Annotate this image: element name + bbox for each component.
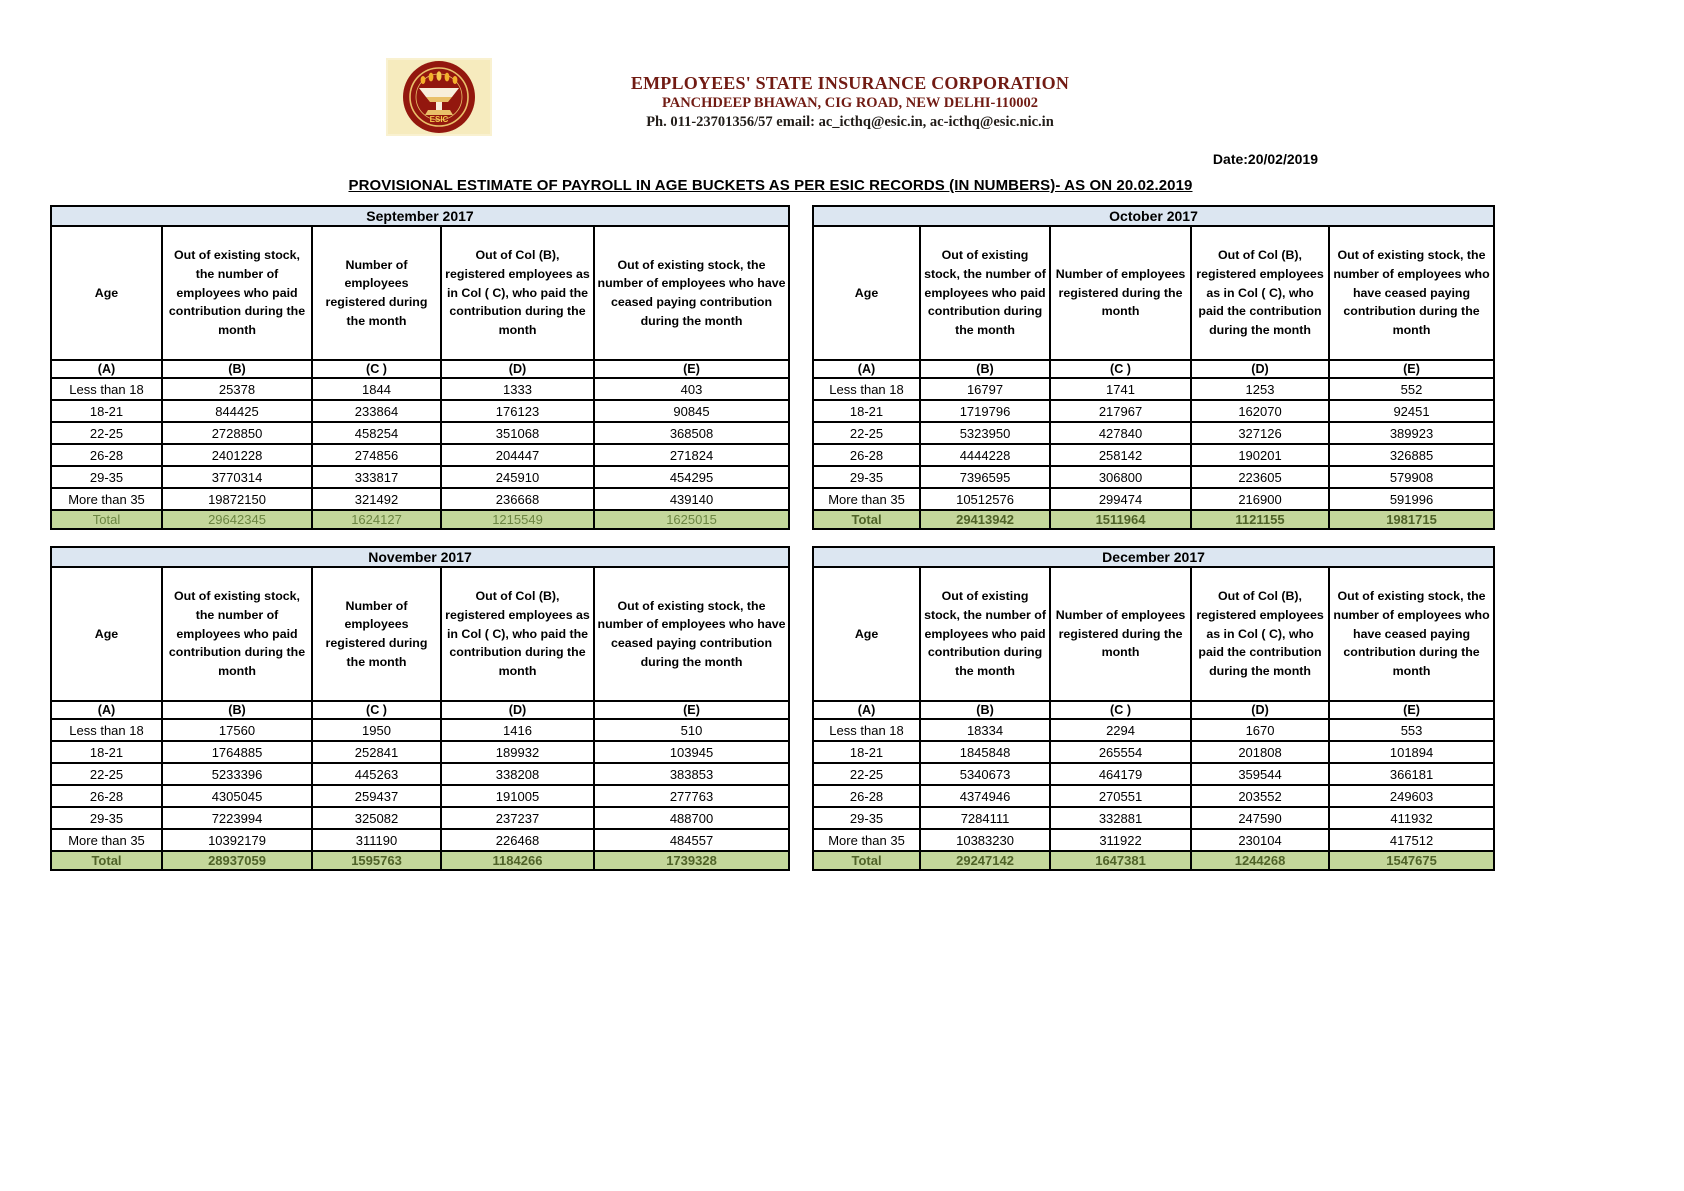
- age-cell: More than 35: [51, 829, 162, 851]
- value-cell: 217967: [1050, 400, 1191, 422]
- header-row: [813, 226, 1494, 360]
- table-row: [51, 466, 789, 488]
- table-row: [813, 829, 1494, 851]
- tables-row-bottom: [50, 546, 1495, 871]
- value-cell: 2401228: [162, 444, 312, 466]
- value-cell: 7284111: [920, 807, 1050, 829]
- value-cell: 325082: [312, 807, 441, 829]
- month-title: September 2017: [51, 206, 789, 226]
- value-cell: 10512576: [920, 488, 1050, 510]
- value-cell: 201808: [1191, 741, 1329, 763]
- column-letter: (C ): [1050, 701, 1191, 719]
- table-row: [813, 741, 1494, 763]
- column-header: Number of employees registered during the month: [1050, 226, 1191, 360]
- table-row: [51, 807, 789, 829]
- total-value: 1647381: [1050, 851, 1191, 870]
- value-cell: 90845: [594, 400, 789, 422]
- value-cell: 10392179: [162, 829, 312, 851]
- value-cell: 510: [594, 719, 789, 741]
- value-cell: 553: [1329, 719, 1494, 741]
- age-cell: 18-21: [51, 400, 162, 422]
- column-header: Out of existing stock, the number of employees who have ceased paying contribution during the month: [594, 567, 789, 701]
- age-cell: More than 35: [813, 829, 920, 851]
- column-letter: (D): [441, 701, 594, 719]
- value-cell: 403: [594, 378, 789, 400]
- total-value: 1215549: [441, 510, 594, 529]
- month-title: October 2017: [813, 206, 1494, 226]
- column-letter: (D): [441, 360, 594, 378]
- table-row: [813, 785, 1494, 807]
- header-row: [51, 567, 789, 701]
- table-row: [51, 400, 789, 422]
- value-cell: 591996: [1329, 488, 1494, 510]
- value-cell: 191005: [441, 785, 594, 807]
- column-letter: (A): [813, 701, 920, 719]
- value-cell: 2294: [1050, 719, 1191, 741]
- age-cell: 18-21: [51, 741, 162, 763]
- table-row: [51, 719, 789, 741]
- total-value: 1625015: [594, 510, 789, 529]
- column-letter: (C ): [312, 701, 441, 719]
- month-title: December 2017: [813, 547, 1494, 567]
- value-cell: 1764885: [162, 741, 312, 763]
- value-cell: 2728850: [162, 422, 312, 444]
- logo-text: ESIC: [429, 115, 449, 124]
- value-cell: 411932: [1329, 807, 1494, 829]
- total-row: [51, 510, 789, 529]
- age-cell: 26-28: [813, 785, 920, 807]
- org-contact: Ph. 011-23701356/57 email: ac_icthq@esic.in, ac-icthq@esic.nic.in: [646, 114, 1054, 130]
- value-cell: 176123: [441, 400, 594, 422]
- header-row: [51, 226, 789, 360]
- value-cell: 359544: [1191, 763, 1329, 785]
- value-cell: 190201: [1191, 444, 1329, 466]
- letter-row: [813, 701, 1494, 719]
- age-cell: 18-21: [813, 741, 920, 763]
- value-cell: 1844: [312, 378, 441, 400]
- value-cell: 1845848: [920, 741, 1050, 763]
- column-header: Age: [813, 226, 920, 360]
- total-value: 1624127: [312, 510, 441, 529]
- value-cell: 844425: [162, 400, 312, 422]
- age-cell: 22-25: [813, 763, 920, 785]
- column-letter: (A): [51, 701, 162, 719]
- age-cell: 26-28: [51, 785, 162, 807]
- value-cell: 249603: [1329, 785, 1494, 807]
- value-cell: 332881: [1050, 807, 1191, 829]
- month-title: November 2017: [51, 547, 789, 567]
- age-cell: 29-35: [51, 466, 162, 488]
- table-row: [813, 719, 1494, 741]
- column-letter: (B): [920, 360, 1050, 378]
- value-cell: 454295: [594, 466, 789, 488]
- value-cell: 445263: [312, 763, 441, 785]
- table-row: [813, 763, 1494, 785]
- age-cell: 29-35: [813, 807, 920, 829]
- value-cell: 311190: [312, 829, 441, 851]
- value-cell: 417512: [1329, 829, 1494, 851]
- column-header: Out of existing stock, the number of employees who have ceased paying contribution during the month: [1329, 226, 1494, 360]
- value-cell: 1719796: [920, 400, 1050, 422]
- total-value: 29247142: [920, 851, 1050, 870]
- value-cell: 299474: [1050, 488, 1191, 510]
- total-value: 1981715: [1329, 510, 1494, 529]
- column-header: Number of employees registered during the month: [312, 567, 441, 701]
- total-value: 1184266: [441, 851, 594, 870]
- column-letter: (E): [1329, 701, 1494, 719]
- table-row: [51, 444, 789, 466]
- column-header: Age: [51, 226, 162, 360]
- column-header: Out of existing stock, the number of employees who have ceased paying contribution during the month: [1329, 567, 1494, 701]
- value-cell: 1670: [1191, 719, 1329, 741]
- total-row: [813, 851, 1494, 870]
- age-cell: Less than 18: [51, 378, 162, 400]
- total-label: Total: [813, 851, 920, 870]
- table-row: [813, 444, 1494, 466]
- table-row: [51, 829, 789, 851]
- column-letter: (B): [920, 701, 1050, 719]
- value-cell: 92451: [1329, 400, 1494, 422]
- value-cell: 17560: [162, 719, 312, 741]
- value-cell: 277763: [594, 785, 789, 807]
- value-cell: 4305045: [162, 785, 312, 807]
- value-cell: 103945: [594, 741, 789, 763]
- column-header: Out of existing stock, the number of employees who paid contribution during the month: [920, 226, 1050, 360]
- column-header: Out of existing stock, the number of employees who paid contribution during the month: [162, 567, 312, 701]
- column-header: Out of Col (B), registered employees as in Col ( C), who paid the contribution during the month: [441, 567, 594, 701]
- column-header: Out of existing stock, the number of employees who paid contribution during the month: [920, 567, 1050, 701]
- column-header: Number of employees registered during the month: [1050, 567, 1191, 701]
- value-cell: 579908: [1329, 466, 1494, 488]
- column-letter: (A): [813, 360, 920, 378]
- letter-row: [51, 360, 789, 378]
- value-cell: 258142: [1050, 444, 1191, 466]
- total-value: 1547675: [1329, 851, 1494, 870]
- table-row: [51, 785, 789, 807]
- column-letter: (D): [1191, 701, 1329, 719]
- value-cell: 162070: [1191, 400, 1329, 422]
- letterhead: [470, 72, 1230, 132]
- month-table-1: [812, 205, 1495, 530]
- month-band: [51, 547, 789, 567]
- column-letter: (E): [594, 701, 789, 719]
- total-value: 1511964: [1050, 510, 1191, 529]
- tables-row-top: [50, 205, 1495, 530]
- value-cell: 351068: [441, 422, 594, 444]
- column-letter: (E): [1329, 360, 1494, 378]
- column-letter: (D): [1191, 360, 1329, 378]
- value-cell: 5323950: [920, 422, 1050, 444]
- column-letter: (C ): [1050, 360, 1191, 378]
- value-cell: 439140: [594, 488, 789, 510]
- total-value: 1244268: [1191, 851, 1329, 870]
- table-row: [813, 488, 1494, 510]
- column-header: Age: [51, 567, 162, 701]
- value-cell: 271824: [594, 444, 789, 466]
- age-cell: 22-25: [51, 422, 162, 444]
- column-header: Out of Col (B), registered employees as in Col ( C), who paid the contribution during the month: [1191, 567, 1329, 701]
- month-table-2: [50, 546, 790, 871]
- table-row: [51, 378, 789, 400]
- value-cell: 230104: [1191, 829, 1329, 851]
- value-cell: 366181: [1329, 763, 1494, 785]
- age-cell: 18-21: [813, 400, 920, 422]
- total-value: 28937059: [162, 851, 312, 870]
- value-cell: 189932: [441, 741, 594, 763]
- value-cell: 1333: [441, 378, 594, 400]
- total-value: 29642345: [162, 510, 312, 529]
- value-cell: 427840: [1050, 422, 1191, 444]
- table-row: [813, 422, 1494, 444]
- value-cell: 306800: [1050, 466, 1191, 488]
- value-cell: 247590: [1191, 807, 1329, 829]
- total-row: [813, 510, 1494, 529]
- letter-row: [51, 701, 789, 719]
- value-cell: 368508: [594, 422, 789, 444]
- value-cell: 236668: [441, 488, 594, 510]
- letter-row: [813, 360, 1494, 378]
- value-cell: 19872150: [162, 488, 312, 510]
- value-cell: 216900: [1191, 488, 1329, 510]
- value-cell: 7223994: [162, 807, 312, 829]
- value-cell: 321492: [312, 488, 441, 510]
- month-band: [813, 547, 1494, 567]
- value-cell: 18334: [920, 719, 1050, 741]
- value-cell: 265554: [1050, 741, 1191, 763]
- value-cell: 203552: [1191, 785, 1329, 807]
- age-cell: Less than 18: [813, 378, 920, 400]
- value-cell: 274856: [312, 444, 441, 466]
- age-cell: 29-35: [51, 807, 162, 829]
- org-address: PANCHDEEP BHAWAN, CIG ROAD, NEW DELHI-110002: [661, 95, 1039, 111]
- value-cell: 1741: [1050, 378, 1191, 400]
- month-table-0: [50, 205, 790, 530]
- tables-grid: [50, 205, 1495, 887]
- column-letter: (A): [51, 360, 162, 378]
- value-cell: 223605: [1191, 466, 1329, 488]
- value-cell: 101894: [1329, 741, 1494, 763]
- value-cell: 259437: [312, 785, 441, 807]
- total-value: 29413942: [920, 510, 1050, 529]
- page-title: PROVISIONAL ESTIMATE OF PAYROLL IN AGE BUCKETS AS PER ESIC RECORDS (IN NUMBERS)- AS ON 20.02.2019: [348, 177, 1193, 194]
- value-cell: 338208: [441, 763, 594, 785]
- column-header: Out of Col (B), registered employees as in Col ( C), who paid the contribution during the month: [1191, 226, 1329, 360]
- column-letter: (C ): [312, 360, 441, 378]
- total-value: 1739328: [594, 851, 789, 870]
- column-header: Out of existing stock, the number of employees who paid contribution during the month: [162, 226, 312, 360]
- age-cell: Less than 18: [51, 719, 162, 741]
- value-cell: 270551: [1050, 785, 1191, 807]
- age-cell: 26-28: [51, 444, 162, 466]
- value-cell: 233864: [312, 400, 441, 422]
- value-cell: 458254: [312, 422, 441, 444]
- value-cell: 464179: [1050, 763, 1191, 785]
- value-cell: 383853: [594, 763, 789, 785]
- value-cell: 4444228: [920, 444, 1050, 466]
- value-cell: 245910: [441, 466, 594, 488]
- column-header: Age: [813, 567, 920, 701]
- value-cell: 389923: [1329, 422, 1494, 444]
- value-cell: 4374946: [920, 785, 1050, 807]
- column-header: Number of employees registered during the month: [312, 226, 441, 360]
- table-row: [813, 466, 1494, 488]
- total-row: [51, 851, 789, 870]
- value-cell: 204447: [441, 444, 594, 466]
- total-label: Total: [51, 510, 162, 529]
- org-name: EMPLOYEES' STATE INSURANCE CORPORATION: [630, 73, 1070, 93]
- value-cell: 1950: [312, 719, 441, 741]
- value-cell: 552: [1329, 378, 1494, 400]
- column-header: Out of existing stock, the number of employees who have ceased paying contribution during the month: [594, 226, 789, 360]
- header-row: [813, 567, 1494, 701]
- total-value: 1595763: [312, 851, 441, 870]
- value-cell: 326885: [1329, 444, 1494, 466]
- table-row: [813, 807, 1494, 829]
- table-row: [51, 763, 789, 785]
- table-row: [51, 422, 789, 444]
- total-label: Total: [813, 510, 920, 529]
- table-row: [51, 741, 789, 763]
- month-band: [813, 206, 1494, 226]
- age-cell: 29-35: [813, 466, 920, 488]
- column-letter: (B): [162, 360, 312, 378]
- value-cell: 311922: [1050, 829, 1191, 851]
- age-cell: Less than 18: [813, 719, 920, 741]
- value-cell: 5233396: [162, 763, 312, 785]
- table-row: [813, 378, 1494, 400]
- value-cell: 327126: [1191, 422, 1329, 444]
- value-cell: 7396595: [920, 466, 1050, 488]
- value-cell: 3770314: [162, 466, 312, 488]
- age-cell: 22-25: [813, 422, 920, 444]
- value-cell: 25378: [162, 378, 312, 400]
- age-cell: More than 35: [813, 488, 920, 510]
- value-cell: 226468: [441, 829, 594, 851]
- value-cell: 488700: [594, 807, 789, 829]
- column-header: Out of Col (B), registered employees as in Col ( C), who paid the contribution during the month: [441, 226, 594, 360]
- value-cell: 5340673: [920, 763, 1050, 785]
- total-label: Total: [51, 851, 162, 870]
- value-cell: 484557: [594, 829, 789, 851]
- value-cell: 10383230: [920, 829, 1050, 851]
- value-cell: 252841: [312, 741, 441, 763]
- date-label: Date:20/02/2019: [1212, 151, 1318, 167]
- column-letter: (B): [162, 701, 312, 719]
- age-cell: 26-28: [813, 444, 920, 466]
- value-cell: 333817: [312, 466, 441, 488]
- age-cell: More than 35: [51, 488, 162, 510]
- month-table-3: [812, 546, 1495, 871]
- age-cell: 22-25: [51, 763, 162, 785]
- column-letter: (E): [594, 360, 789, 378]
- total-value: 1121155: [1191, 510, 1329, 529]
- table-row: [813, 400, 1494, 422]
- value-cell: 1253: [1191, 378, 1329, 400]
- value-cell: 16797: [920, 378, 1050, 400]
- value-cell: 1416: [441, 719, 594, 741]
- table-row: [51, 488, 789, 510]
- month-band: [51, 206, 789, 226]
- value-cell: 237237: [441, 807, 594, 829]
